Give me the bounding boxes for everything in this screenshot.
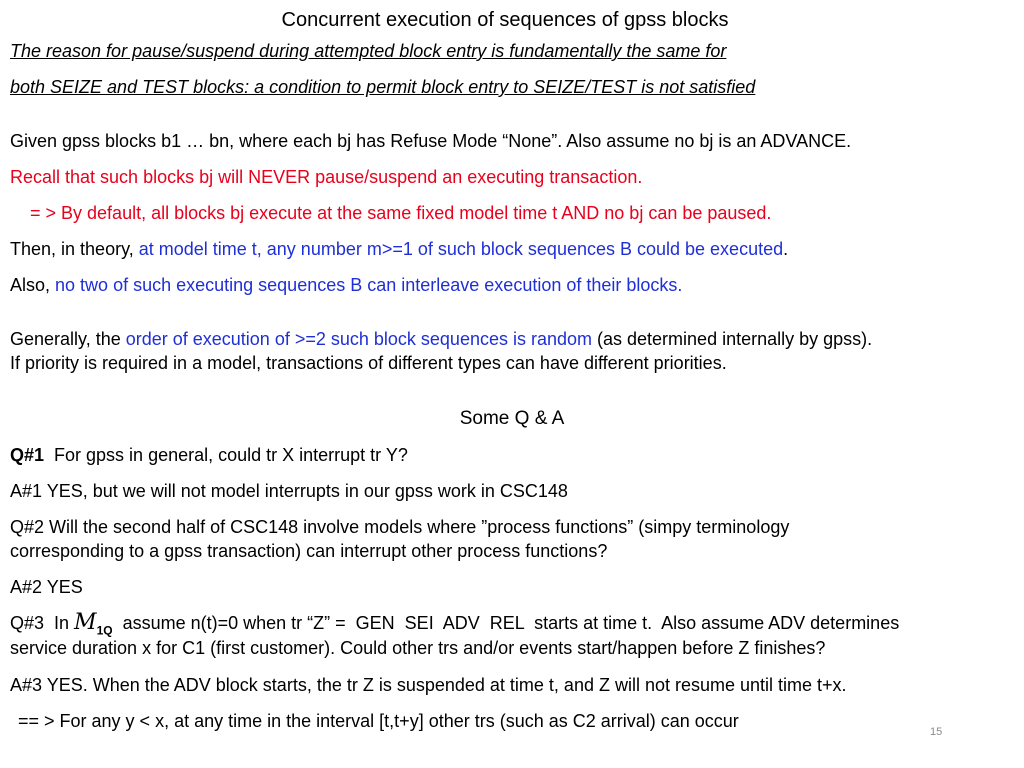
question-3-line-2: service duration x for C1 (first customer). Could other trs and/or events start/happen before Z finishes?	[10, 638, 826, 658]
also-prefix: Also,	[10, 275, 56, 295]
also-statement	[10, 274, 682, 296]
question-2-line-1: Q#2 Will the second half of CSC148 involve models where ”process functions” (simpy terminology	[10, 517, 790, 537]
answer-1: A#1 YES, but we will not model interrupts in our gpss work in CSC148	[10, 481, 568, 501]
recall-statement: Recall that such blocks bj will NEVER pause/suspend an executing transaction.	[10, 167, 643, 187]
default-statement: = > By default, all blocks bj execute at the same fixed model time t AND no bj can be paused.	[30, 203, 772, 223]
then-prefix: Then, in theory,	[10, 239, 139, 259]
intro-line-1: The reason for pause/suspend during attempted block entry is fundamentally the same for	[10, 41, 727, 61]
also-highlight: no two of such executing sequences B can interleave execution of their blocks.	[55, 275, 683, 295]
question-3-rest: assume n(t)=0 when tr “Z” = GEN SEI ADV REL starts at time t. Also assume ADV determines	[112, 613, 900, 633]
then-highlight: at model time t, any number m>=1 of such block sequences B could be executed	[138, 239, 784, 259]
answer-2: A#2 YES	[10, 577, 83, 597]
slide-title: Concurrent execution of sequences of gpss blocks	[281, 9, 729, 31]
question-3-prefix: Q#3 In	[10, 613, 75, 633]
intro-line-2: both SEIZE and TEST blocks: a condition to permit block entry to SEIZE/TEST is not satisfied	[10, 77, 756, 97]
generally-line-2: If priority is required in a model, transactions of different types can have different priorities.	[10, 353, 727, 373]
page-number: 15	[930, 726, 943, 738]
then-suffix: .	[783, 239, 789, 259]
given-statement: Given gpss blocks b1 … bn, where each bj has Refuse Mode “None”. Also assume no bj is an ADVANCE.	[10, 131, 852, 151]
model-symbol-letter: M	[74, 610, 97, 635]
qa-heading: Some Q & A	[459, 408, 565, 429]
generally-statement	[10, 328, 872, 350]
model-symbol-subscript: 1Q	[96, 623, 113, 638]
generally-suffix: (as determined internally by gpss).	[592, 329, 873, 349]
question-1-label: Q#1	[10, 445, 45, 465]
then-statement	[10, 238, 788, 260]
answer-3-followup: == > For any y < x, at any time in the interval [t,t+y] other trs (such as C2 arrival) can occur	[18, 711, 739, 731]
answer-3: A#3 YES. When the ADV block starts, the tr Z is suspended at time t, and Z will not resume until time t+x.	[10, 675, 847, 695]
generally-highlight: order of execution of >=2 such block sequences is random	[125, 329, 593, 349]
question-1	[10, 444, 408, 466]
generally-prefix: Generally, the	[10, 329, 126, 349]
question-1-text: For gpss in general, could tr X interrupt tr Y?	[44, 445, 408, 465]
model-symbol	[74, 610, 113, 638]
question-2-line-2: corresponding to a gpss transaction) can interrupt other process functions?	[10, 541, 608, 561]
